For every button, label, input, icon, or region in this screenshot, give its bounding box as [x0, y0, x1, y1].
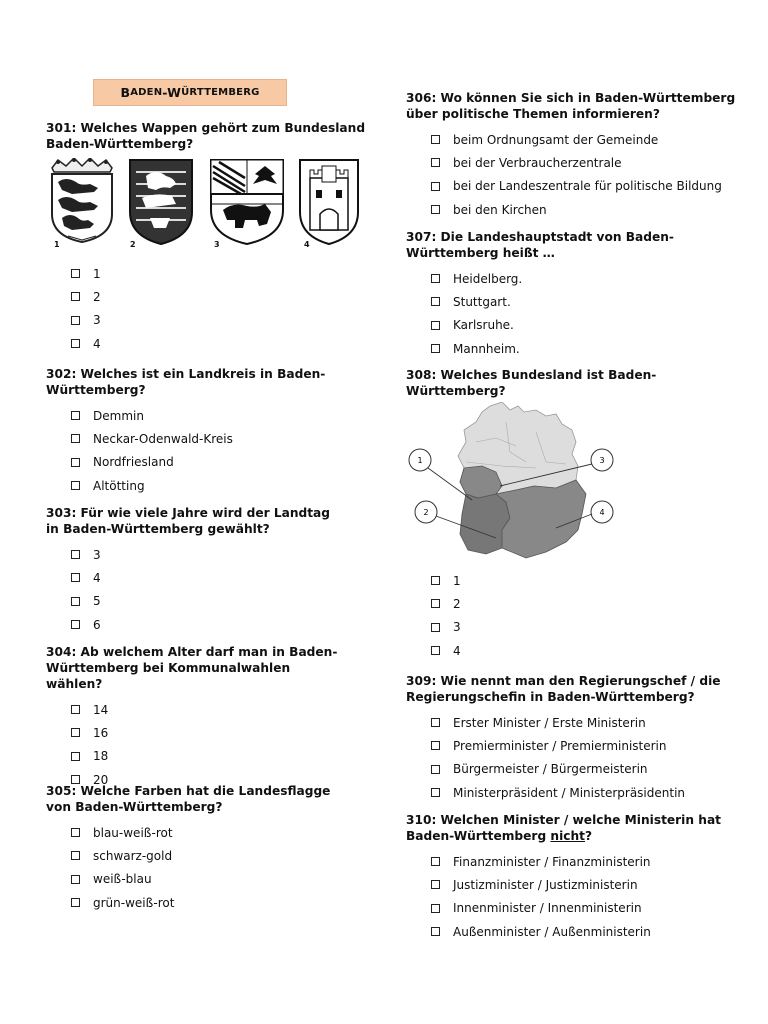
option-302-3[interactable]: Nordfriesland	[46, 451, 326, 474]
checkbox[interactable]	[71, 875, 80, 884]
coat-of-arms-1	[48, 158, 116, 246]
options-304	[46, 698, 346, 791]
option-305-4[interactable]: grün-weiß-rot	[46, 891, 346, 914]
checkbox[interactable]	[431, 205, 440, 214]
options-309	[406, 711, 736, 804]
question-308	[406, 367, 686, 399]
checkbox[interactable]	[71, 458, 80, 467]
coat-of-arms-images	[46, 158, 366, 250]
option-302-1[interactable]: Demmin	[46, 404, 326, 427]
question-303	[46, 505, 346, 636]
option-310-4[interactable]: Außenminister / Außenministerin	[406, 920, 726, 943]
option-304-2[interactable]: 16	[46, 721, 346, 744]
checkbox[interactable]	[71, 411, 80, 420]
question-title: 310: Welchen Minister / welche Ministerin hat Baden-Württemberg nicht?	[406, 813, 721, 843]
checkbox[interactable]	[71, 597, 80, 606]
options-306	[406, 128, 736, 221]
option-301-3[interactable]: 3	[46, 309, 101, 332]
question-301	[46, 120, 366, 152]
checkbox[interactable]	[71, 481, 80, 490]
option-307-2[interactable]: Stuttgart.	[406, 290, 686, 313]
question-306	[406, 90, 736, 221]
option-306-1[interactable]: beim Ordnungsamt der Gemeinde	[406, 128, 736, 151]
checkbox[interactable]	[431, 274, 440, 283]
checkbox[interactable]	[71, 828, 80, 837]
options-305	[46, 821, 346, 914]
option-309-4[interactable]: Ministerpräsident / Ministerpräsidentin	[406, 781, 736, 804]
question-302	[46, 366, 326, 497]
option-306-3[interactable]: bei der Landeszentrale für politische Bildung	[406, 175, 736, 198]
checkbox[interactable]	[71, 752, 80, 761]
option-309-1[interactable]: Erster Minister / Erste Ministerin	[406, 711, 736, 734]
question-title: 308: Welches Bundesland ist Baden-Württemberg?	[406, 368, 657, 398]
checkbox[interactable]	[71, 550, 80, 559]
option-306-4[interactable]: bei den Kirchen	[406, 198, 736, 221]
option-308-4[interactable]: 4	[406, 639, 461, 662]
option-310-2[interactable]: Justizminister / Justizministerin	[406, 873, 726, 896]
question-307	[406, 229, 686, 360]
options-308	[406, 569, 461, 662]
checkbox[interactable]	[71, 434, 80, 443]
question-304	[46, 644, 346, 791]
option-301-2[interactable]: 2	[46, 285, 101, 308]
option-309-2[interactable]: Premierminister / Premierministerin	[406, 734, 736, 757]
checkbox[interactable]	[431, 765, 440, 774]
question-title: 301: Welches Wappen gehört zum Bundesland Baden-Württemberg?	[46, 121, 366, 151]
checkbox[interactable]	[431, 927, 440, 936]
question-305	[46, 783, 346, 914]
option-305-2[interactable]: schwarz-gold	[46, 844, 346, 867]
option-309-3[interactable]: Bürgermeister / Bürgermeisterin	[406, 758, 736, 781]
option-307-1[interactable]: Heidelberg.	[406, 267, 686, 290]
option-306-2[interactable]: bei der Verbraucherzentrale	[406, 151, 736, 174]
coat-of-arms-4	[298, 158, 360, 246]
checkbox[interactable]	[431, 344, 440, 353]
option-310-3[interactable]: Innenminister / Innenministerin	[406, 897, 726, 920]
checkbox[interactable]	[431, 880, 440, 889]
coat-label-4: 4	[304, 240, 310, 249]
checkbox[interactable]	[431, 741, 440, 750]
checkbox[interactable]	[71, 573, 80, 582]
option-307-4[interactable]: Mannheim.	[406, 337, 686, 360]
checkbox[interactable]	[71, 851, 80, 860]
option-308-2[interactable]: 2	[406, 592, 461, 615]
question-title: 309: Wie nennt man den Regierungschef / die Regierungschefin in Baden-Württemberg?	[406, 674, 721, 704]
checkbox[interactable]	[431, 297, 440, 306]
germany-map	[406, 402, 626, 572]
options-301	[46, 262, 101, 355]
option-307-3[interactable]: Karlsruhe.	[406, 314, 686, 337]
option-305-3[interactable]: weiß-blau	[46, 868, 346, 891]
question-title: 304: Ab welchem Alter darf man in Baden-Württemberg bei Kommunalwahlen wählen?	[46, 645, 338, 691]
map-label-1: 1	[417, 456, 423, 465]
option-303-1[interactable]: 3	[46, 543, 346, 566]
option-304-3[interactable]: 18	[46, 745, 346, 768]
checkbox[interactable]	[431, 182, 440, 191]
checkbox[interactable]	[71, 705, 80, 714]
option-304-4[interactable]: 20	[46, 768, 346, 791]
question-title: 307: Die Landeshauptstadt von Baden-Württemberg heißt …	[406, 230, 674, 260]
checkbox[interactable]	[431, 623, 440, 632]
checkbox[interactable]	[71, 292, 80, 301]
question-309	[406, 673, 736, 804]
checkbox[interactable]	[431, 718, 440, 727]
option-301-1[interactable]: 1	[46, 262, 101, 285]
checkbox[interactable]	[431, 158, 440, 167]
question-310	[406, 812, 726, 943]
option-304-1[interactable]: 14	[46, 698, 346, 721]
checkbox[interactable]	[431, 576, 440, 585]
checkbox[interactable]	[431, 788, 440, 797]
coat-label-2: 2	[130, 240, 136, 249]
option-303-2[interactable]: 4	[46, 566, 346, 589]
question-title: 306: Wo können Sie sich in Baden-Württemberg über politische Themen informieren?	[406, 91, 736, 121]
options-302	[46, 404, 326, 497]
checkbox[interactable]	[71, 316, 80, 325]
option-301-4[interactable]: 4	[46, 332, 101, 355]
map-label-2: 2	[423, 508, 429, 517]
checkbox[interactable]	[71, 339, 80, 348]
checkbox[interactable]	[71, 728, 80, 737]
page-title: B ADEN -W ÜRTTEMBERG	[93, 79, 287, 106]
option-305-1[interactable]: blau-weiß-rot	[46, 821, 346, 844]
question-title: 303: Für wie viele Jahre wird der Landtag in Baden-Württemberg gewählt?	[46, 506, 331, 536]
question-title: 302: Welches ist ein Landkreis in Baden-Württemberg?	[46, 367, 326, 397]
checkbox[interactable]	[431, 857, 440, 866]
map-label-3: 3	[599, 456, 605, 465]
option-302-4[interactable]: Altötting	[46, 474, 326, 497]
checkbox[interactable]	[431, 646, 440, 655]
option-303-3[interactable]: 5	[46, 590, 346, 613]
question-title: 305: Welche Farben hat die Landesflagge von Baden-Württemberg?	[46, 784, 331, 814]
checkbox[interactable]	[71, 898, 80, 907]
checkbox[interactable]	[431, 599, 440, 608]
coat-label-1: 1	[54, 240, 60, 249]
coat-of-arms-2	[128, 158, 194, 246]
option-308-3[interactable]: 3	[406, 616, 461, 639]
checkbox[interactable]	[431, 135, 440, 144]
germany-map-image	[406, 402, 626, 572]
options-307	[406, 267, 686, 360]
map-label-4: 4	[599, 508, 605, 517]
checkbox[interactable]	[71, 620, 80, 629]
options-310	[406, 850, 726, 943]
coat-label-3: 3	[214, 240, 220, 249]
option-303-4[interactable]: 6	[46, 613, 346, 636]
option-308-1[interactable]: 1	[406, 569, 461, 592]
checkbox[interactable]	[431, 904, 440, 913]
options-303	[46, 543, 346, 636]
checkbox[interactable]	[71, 269, 80, 278]
option-310-1[interactable]: Finanzminister / Finanzministerin	[406, 850, 726, 873]
coat-of-arms-3	[209, 158, 285, 246]
checkbox[interactable]	[431, 321, 440, 330]
option-302-2[interactable]: Neckar-Odenwald-Kreis	[46, 427, 326, 450]
